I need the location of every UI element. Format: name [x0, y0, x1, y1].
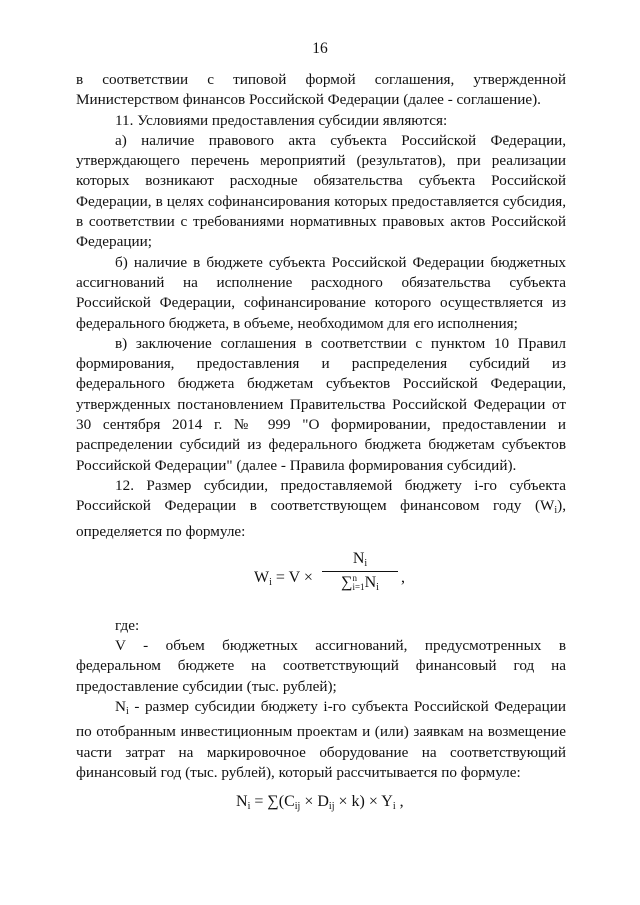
paragraph-12-tail: ), определяется по формуле: — [76, 497, 566, 540]
ni-symbol-sub: i — [125, 706, 129, 718]
ni-symbol: N — [115, 698, 126, 716]
paragraph-11: 11. Условиями предоставления субсидии являются: — [115, 111, 448, 129]
formula-ni-lhs-sub: i — [247, 801, 251, 813]
formula-wi-num-var: N — [352, 549, 365, 567]
sum-symbol: ∑ — [341, 573, 353, 591]
paragraph-12 — [76, 476, 566, 542]
paragraph-where: где: — [115, 616, 140, 634]
formula-wi-equals: = V × — [271, 568, 313, 586]
formula-wi-symbol-sub: i — [269, 576, 272, 588]
formula-wi-num-sub: i — [364, 557, 368, 569]
formula-wi-comma: , — [401, 568, 405, 586]
paragraph-v-definition: V - объем бюджетных ассигнований, предусмотренных в федеральном бюджете на соответствующий финансовый год на предоставление субсидии (тыс. рублей); — [76, 637, 566, 695]
formula-wi-lhs — [254, 569, 313, 588]
formula-wi-denominator — [322, 572, 398, 593]
paragraph-11b: б) наличие в бюджете субъекта Российской Федерации бюджетных ассигнований на исполнение расходного обязательства субъекта Российской Федерации, софинансирование которого осуществляется из федерального бюджета, в объеме, необходимом для его исполнения; — [76, 253, 566, 332]
formula-wi-den-var: N — [364, 573, 377, 591]
formula-wi-fraction — [322, 550, 398, 593]
sum-lower-limit: i=1 — [352, 582, 365, 593]
paragraph-12-text: 12. Размер субсидии, предоставляемой бюджету i-го субъекта Российской Федерации в соответствующем финансовом году (W — [76, 476, 566, 515]
ni-definition-text: - размер субсидии бюджету i-го субъекта Российской Федерации по отобранным инвестиционным проектам и (или) заявкам на возмещение части затрат на маркировочное оборудование на соответствующий финансовый год (тыс. рублей), который рассчитывается по формуле: — [76, 698, 566, 781]
page-number: 16 — [312, 40, 328, 57]
formula-wi-symbol: W — [254, 568, 270, 586]
formula-wi — [76, 550, 566, 610]
paragraph-ni-definition — [76, 697, 566, 783]
formula-ni-lhs: N — [236, 793, 248, 811]
paragraph-continuation: в соответствии с типовой формой соглашения, утвержденной Министерством финансов Российской Федерации (далее - соглашение). — [76, 71, 566, 109]
sum-upper-limit: n — [352, 573, 357, 584]
formula-ni-y-sub: i — [392, 801, 396, 813]
paragraph-12-subscript: i — [554, 505, 558, 517]
formula-wi-den-sub: i — [376, 581, 379, 593]
paragraph-11a: а) наличие правового акта субъекта Российской Федерации, утверждающего перечень мероприятий (результатов), при реализации которых возникают расходные обязательства субъекта Российской Федерации, в целях софинансирования которых предоставляется субсидия, в соответствии с требованиями нормативных правовых актов Российской Федерации; — [76, 131, 566, 251]
formula-wi-numerator — [322, 550, 398, 572]
document-body — [76, 70, 566, 823]
formula-ni-c-sub: ij — [294, 801, 301, 813]
formula-ni-d-sub: ij — [328, 801, 335, 813]
sum-limits — [352, 574, 364, 592]
formula-ni-sum-c: = ∑(C — [250, 793, 295, 811]
formula-ni-k-y: × k) × Y — [334, 793, 393, 811]
formula-ni — [76, 793, 566, 823]
paragraph-11v: в) заключение соглашения в соответствии с пунктом 10 Правил формирования, предоставления и распределения субсидий из федерального бюджета бюджетам субъектов Российской Федерации, утвержденных постановлением Правительства Российской Федерации от 30 сентября 2014 г. № 999 "О формировании, предоставлении и распределении субсидий из федерального бюджета бюджетам субъектов Российской Федерации" (далее - Правила формирования субсидий). — [76, 334, 566, 474]
formula-ni-comma: , — [395, 793, 404, 811]
formula-ni-d: × D — [300, 793, 329, 811]
